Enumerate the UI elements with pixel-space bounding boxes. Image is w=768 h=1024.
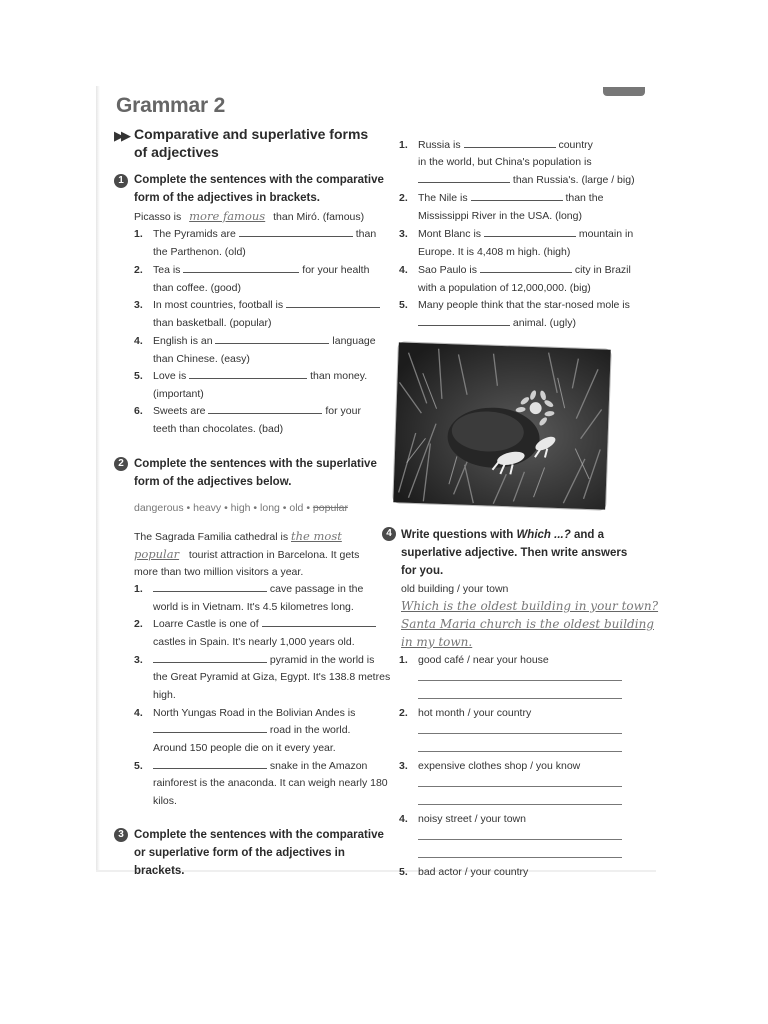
item-number: 5.: [134, 370, 143, 382]
answer-line[interactable]: [418, 839, 622, 840]
item-number: 1.: [134, 228, 143, 240]
answer-blank[interactable]: [484, 225, 576, 237]
instr-line: for you.: [401, 565, 444, 577]
item-text: Tea is: [153, 264, 181, 276]
subtitle-line-2: of adjectives: [134, 144, 219, 160]
ex4-item-4: [399, 810, 526, 828]
star-nosed-mole-photo: [393, 342, 610, 509]
instr-line: brackets.: [134, 865, 185, 877]
item-text: Mont Blanc is: [418, 228, 482, 240]
item-text: The Pyramids are: [153, 228, 236, 240]
example-text: than Miró. (famous): [270, 211, 365, 223]
item-number: 1.: [399, 139, 408, 151]
instr-text: Write questions with: [401, 529, 517, 541]
ex4-item-5: [399, 863, 529, 878]
instr-emphasis: Which ...?: [516, 529, 571, 541]
instr-line: or superlative form of the adjectives in: [134, 847, 345, 859]
answer-blank[interactable]: [286, 296, 380, 308]
ex2-item-4: [134, 704, 355, 722]
item-text: good café / near your house: [418, 654, 549, 666]
struck-word: popular: [312, 502, 348, 514]
item-continuation: kilos.: [153, 795, 177, 807]
ex3-item-1-cont: [418, 171, 635, 189]
item-text: Many people think that the star-nosed mole is: [418, 299, 630, 311]
exercise-1-number-icon: 1: [114, 174, 128, 188]
ex2-example-line-2: [134, 545, 359, 564]
ex1-item-2: [134, 261, 369, 279]
answer-blank[interactable]: [471, 189, 563, 201]
item-text: noisy street / your town: [418, 813, 526, 825]
item-number: 4.: [399, 264, 408, 276]
item-continuation: than coffee. (good): [153, 282, 241, 294]
ex1-item-3: [134, 296, 380, 314]
page-tab-marker: [603, 87, 645, 96]
item-text: North Yungas Road in the Bolivian Andes is: [153, 707, 356, 719]
example-text: The Sagrada Familia cathedral is: [134, 531, 291, 543]
ex1-item-4: [134, 332, 376, 350]
item-text: bad actor / your country: [418, 866, 529, 878]
item-continuation: than Chinese. (easy): [153, 353, 250, 365]
answer-blank[interactable]: [464, 136, 556, 148]
exercise-1-example: [134, 207, 364, 226]
example-text: Picasso is: [134, 211, 185, 223]
answer-blank[interactable]: [189, 367, 307, 379]
instr-line: [401, 526, 627, 544]
item-text: city in Brazil: [574, 264, 631, 276]
ex1-item-5: [134, 367, 367, 385]
answer-blank[interactable]: [418, 314, 510, 326]
item-continuation: castles in Spain. It's nearly 1,000 years old.: [153, 636, 355, 648]
ex2-example-line-3: more than two million visitors a year.: [134, 566, 304, 578]
item-continuation: high.: [153, 689, 176, 701]
item-text: than Russia's. (large / big): [512, 174, 635, 186]
item-text: In most countries, football is: [153, 299, 284, 311]
example-answer: popular: [134, 547, 180, 561]
item-continuation: (important): [153, 388, 204, 400]
example-text: tourist attraction in Barcelona. It gets: [186, 549, 360, 561]
exercise-4-instructions: [401, 526, 627, 580]
item-number: 5.: [134, 760, 143, 772]
instr-line: form of the adjectives below.: [134, 476, 292, 488]
answer-blank[interactable]: [418, 171, 510, 183]
item-number: 3.: [399, 228, 408, 240]
item-text: cave passage in the: [269, 583, 364, 595]
answer-line[interactable]: [418, 680, 622, 681]
item-continuation: Mississippi River in the USA. (long): [418, 210, 582, 222]
answer-blank[interactable]: [215, 332, 329, 344]
item-continuation: the Great Pyramid at Giza, Egypt. It's 138.8 metres: [153, 671, 391, 683]
answer-line[interactable]: [418, 804, 622, 805]
word-box: [134, 499, 348, 517]
item-number: 5.: [399, 299, 408, 311]
instr-line: Complete the sentences with the comparative: [134, 829, 384, 841]
item-text: for your: [325, 405, 361, 417]
exercise-3-number-icon: 3: [114, 828, 128, 842]
scan-edge: [96, 86, 100, 872]
item-text: Russia is: [418, 139, 461, 151]
exercise-3-instructions: [134, 826, 384, 877]
item-text: than money.: [310, 370, 368, 382]
ex3-item-5: [399, 296, 630, 314]
ex2-example-line-1: [134, 527, 349, 546]
answer-blank[interactable]: [153, 757, 267, 769]
item-number: 4.: [134, 335, 143, 347]
item-number: 2.: [399, 192, 408, 204]
answer-line[interactable]: [418, 751, 622, 752]
answer-blank[interactable]: [153, 580, 267, 592]
subtitle-line-1: Comparative and superlative forms: [134, 126, 369, 142]
ex4-item-1: [399, 651, 549, 669]
section-subtitle: [134, 125, 374, 161]
example-answer: the most: [291, 529, 342, 543]
item-text: language: [332, 335, 376, 347]
item-text: mountain in: [578, 228, 634, 240]
ex4-example-answer-1: Which is the oldest building in your town?: [401, 599, 659, 613]
ex2-item-4-cont: [153, 721, 350, 739]
ex2-item-2: [134, 615, 376, 633]
item-text: country: [558, 139, 593, 151]
item-continuation: the Parthenon. (old): [153, 246, 246, 258]
answer-line[interactable]: [418, 733, 622, 734]
answer-blank[interactable]: [208, 402, 322, 414]
ex4-item-3: [399, 757, 580, 775]
item-text: pyramid in the world is: [269, 654, 375, 666]
item-continuation: in the world, but China's population is: [418, 156, 592, 168]
ex3-item-4: [399, 261, 631, 279]
instr-line: Complete the sentences with the comparative: [134, 174, 384, 186]
item-continuation: teeth than chocolates. (bad): [153, 423, 284, 435]
answer-line[interactable]: [418, 857, 622, 858]
item-number: 2.: [134, 264, 143, 276]
item-continuation: rainforest is the anaconda. It can weigh nearly 180: [153, 777, 388, 789]
item-number: 3.: [134, 299, 143, 311]
item-text: expensive clothes shop / you know: [418, 760, 581, 772]
item-text: The Nile is: [418, 192, 468, 204]
item-number: 4.: [399, 813, 408, 825]
mole-illustration: [393, 342, 610, 509]
answer-line[interactable]: [418, 698, 622, 699]
ex2-item-5: [134, 757, 367, 775]
item-continuation: Around 150 people die on it every year.: [153, 742, 336, 754]
page-title: Grammar 2: [116, 94, 226, 117]
item-text: than: [355, 228, 377, 240]
item-text: hot month / your country: [418, 707, 532, 719]
item-text: Loarre Castle is one of: [153, 618, 259, 630]
item-text: Sweets are: [153, 405, 206, 417]
double-arrow-icon: ▶▶: [114, 128, 128, 143]
answer-blank[interactable]: [183, 261, 299, 273]
item-continuation: Europe. It is 4,408 m high. (high): [418, 246, 571, 258]
ex3-item-3: [399, 225, 633, 243]
instr-line: superlative adjective. Then write answers: [401, 547, 628, 559]
item-number: 2.: [399, 707, 408, 719]
item-continuation: world is in Vietnam. It's 4.5 kilometres long.: [153, 601, 354, 613]
ex4-example-prompt: old building / your town: [401, 583, 509, 595]
answer-blank[interactable]: [262, 615, 376, 627]
ex3-item-1: [399, 136, 593, 154]
item-number: 3.: [134, 654, 143, 666]
ex3-item-5-cont: [418, 314, 576, 332]
item-number: 2.: [134, 618, 143, 630]
item-text: than the: [565, 192, 604, 204]
instr-text: and a: [570, 529, 604, 541]
answer-line[interactable]: [418, 786, 622, 787]
item-text: English is an: [153, 335, 213, 347]
item-text: road in the world.: [269, 724, 351, 736]
instr-line: form of the adjectives in brackets.: [134, 192, 320, 204]
ex4-example-answer-2: Santa Maria church is the oldest building: [401, 617, 654, 631]
answer-blank[interactable]: [153, 721, 267, 733]
item-number: 3.: [399, 760, 408, 772]
exercise-1-instructions: [134, 171, 384, 207]
ex4-example-answer-3: in my town.: [401, 635, 473, 649]
ex2-item-1: [134, 580, 363, 598]
exercise-2-instructions: [134, 455, 377, 491]
ex1-item-6: [134, 402, 361, 420]
ex3-item-2: [399, 189, 603, 207]
item-text: Love is: [153, 370, 187, 382]
item-text: snake in the Amazon: [269, 760, 368, 772]
ex1-item-1: [134, 225, 376, 243]
exercise-2-number-icon: 2: [114, 457, 128, 471]
answer-blank[interactable]: [153, 651, 267, 663]
item-text: for your health: [302, 264, 370, 276]
item-text: Sao Paulo is: [418, 264, 477, 276]
item-number: 6.: [134, 405, 143, 417]
item-continuation: than basketball. (popular): [153, 317, 272, 329]
answer-blank[interactable]: [239, 225, 353, 237]
example-answer: more famous: [189, 209, 266, 223]
item-text: animal. (ugly): [512, 317, 576, 329]
item-number: 1.: [399, 654, 408, 666]
ex4-item-2: [399, 704, 531, 722]
item-number: 5.: [399, 866, 408, 878]
answer-blank[interactable]: [480, 261, 572, 273]
item-number: 1.: [134, 583, 143, 595]
item-number: 4.: [134, 707, 143, 719]
exercise-4-number-icon: 4: [382, 527, 396, 541]
word-list: dangerous • heavy • high • long • old •: [134, 502, 310, 514]
item-continuation: with a population of 12,000,000. (big): [418, 282, 591, 294]
ex2-item-3: [134, 651, 374, 669]
instr-line: Complete the sentences with the superlative: [134, 458, 377, 470]
